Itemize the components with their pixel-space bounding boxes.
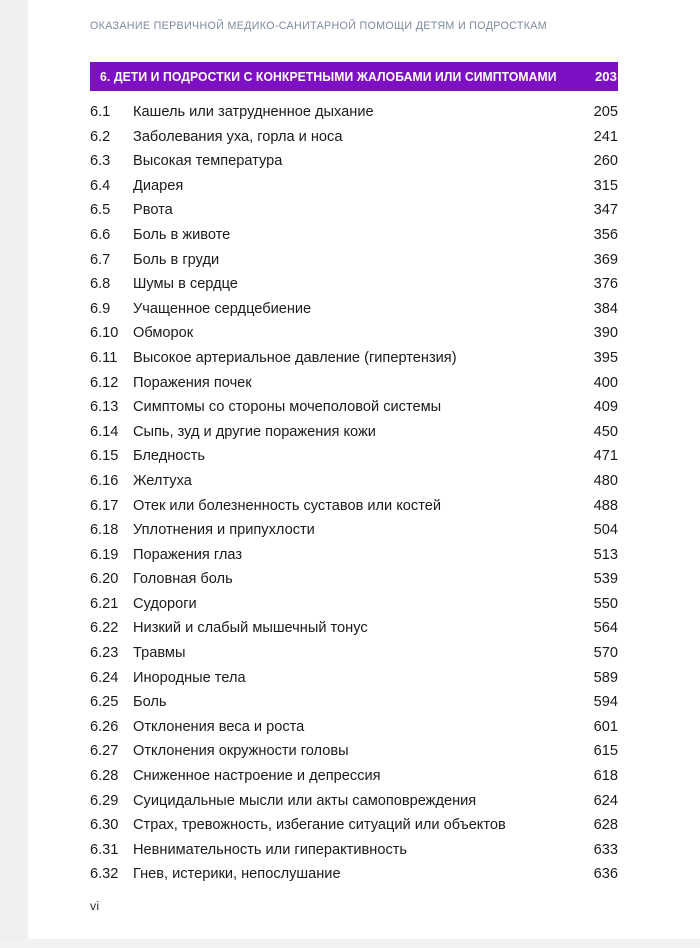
- toc-entry-page-number: 356: [593, 226, 618, 243]
- toc-row[interactable]: [90, 494, 618, 519]
- chapter-page-number: 203: [595, 69, 617, 84]
- toc-entry-label: Низкий и слабый мышечный тонус: [133, 620, 368, 637]
- toc-entry-page-number: 564: [593, 620, 618, 637]
- toc-row[interactable]: [90, 666, 618, 691]
- toc-entry-page-number: 409: [593, 399, 618, 416]
- toc-row[interactable]: [90, 272, 618, 297]
- toc-entry-page-number: 450: [593, 423, 618, 440]
- toc-row[interactable]: [90, 125, 618, 150]
- toc-entry-label: Боль в животе: [133, 226, 231, 243]
- toc-entry-label: Боль: [133, 694, 167, 711]
- toc-entry-number: 6.7: [90, 251, 111, 268]
- toc-entry-number: 6.19: [90, 546, 119, 563]
- toc-entry-page-number: 480: [593, 472, 618, 489]
- toc-entry-number: 6.5: [90, 202, 111, 219]
- toc-entry-label: Страх, тревожность, избегание ситуаций или объектов: [133, 817, 506, 834]
- toc-entry-page-number: 471: [593, 448, 618, 465]
- page-gutter-bottom: [0, 939, 700, 948]
- toc-entry-number: 6.17: [90, 497, 119, 514]
- toc-row[interactable]: [90, 862, 618, 887]
- toc-entry-number: 6.11: [90, 349, 118, 366]
- toc-entry-label: Боль в груди: [133, 251, 220, 268]
- toc-row[interactable]: [90, 248, 618, 273]
- toc-entry-label: Отек или болезненность суставов или костей: [133, 497, 442, 514]
- running-header: ОКАЗАНИЕ ПЕРВИЧНОЙ МЕДИКО-САНИТАРНОЙ ПОМОЩИ ДЕТЯМ И ПОДРОСТКАМ: [90, 20, 547, 32]
- toc-entry-page-number: 395: [593, 349, 618, 366]
- toc-entry-label: Невнимательность или гиперактивность: [133, 841, 408, 858]
- toc-entry-page-number: 513: [593, 546, 618, 563]
- toc-row[interactable]: [90, 100, 618, 125]
- toc-row[interactable]: [90, 838, 618, 863]
- toc-entry-number: 6.22: [90, 620, 119, 637]
- toc-row[interactable]: [90, 223, 618, 248]
- toc-row[interactable]: [90, 616, 618, 641]
- toc-entry-label: Травмы: [133, 645, 186, 662]
- toc-entry-number: 6.8: [90, 276, 111, 293]
- toc-entry-number: 6.14: [90, 423, 119, 440]
- toc-entry-number: 6.23: [90, 645, 119, 662]
- toc-row[interactable]: [90, 518, 618, 543]
- toc-row[interactable]: [90, 641, 618, 666]
- toc-row[interactable]: [90, 764, 618, 789]
- toc-entry-number: 6.2: [90, 128, 111, 145]
- toc-entry-number: 6.21: [90, 595, 119, 612]
- toc-entry-page-number: 390: [593, 325, 618, 342]
- toc-entry-label: Обморок: [133, 325, 194, 342]
- toc-entry-label: Высокая температура: [133, 153, 283, 170]
- toc-entry-label: Желтуха: [133, 472, 192, 489]
- toc-row[interactable]: [90, 198, 618, 223]
- toc-entry-label: Отклонения веса и роста: [133, 718, 305, 735]
- toc-entry-number: 6.31: [90, 841, 119, 858]
- toc-entry-page-number: 628: [593, 817, 618, 834]
- chapter-banner: [90, 62, 618, 91]
- toc-row[interactable]: [90, 444, 618, 469]
- toc-entry-number: 6.4: [90, 177, 111, 194]
- toc-entry-page-number: 400: [593, 374, 618, 391]
- toc-entry-page-number: 205: [593, 104, 618, 120]
- toc-entry-number: 6.13: [90, 399, 119, 416]
- toc-row[interactable]: [90, 321, 618, 346]
- toc-entry-page-number: 539: [593, 571, 618, 588]
- toc-row[interactable]: [90, 715, 618, 740]
- toc-entry-page-number: 241: [593, 128, 618, 145]
- toc-row[interactable]: [90, 469, 618, 494]
- toc-entry-page-number: 260: [593, 153, 618, 170]
- toc-entry-page-number: 594: [593, 694, 618, 711]
- toc-entry-number: 6.1: [90, 104, 111, 120]
- toc-entry-page-number: 633: [593, 841, 618, 858]
- page-folio: vi: [90, 899, 100, 913]
- toc-entry-number: 6.24: [90, 669, 119, 686]
- toc-entry-label: Сниженное настроение и депрессия: [133, 768, 381, 785]
- toc-entry-number: 6.9: [90, 300, 111, 317]
- toc-entry-label: Учащенное сердцебиение: [133, 300, 312, 317]
- toc-entry-number: 6.6: [90, 226, 111, 243]
- toc-entry-label: Диарея: [133, 177, 184, 194]
- toc-row[interactable]: [90, 690, 618, 715]
- toc-entry-number: 6.3: [90, 153, 111, 170]
- toc-entry-label: Симптомы со стороны мочеполовой системы: [133, 399, 442, 416]
- toc-entry-label: Уплотнения и припухлости: [133, 522, 315, 539]
- toc-entry-label: Рвота: [133, 202, 173, 219]
- toc-entry-label: Бледность: [133, 448, 205, 465]
- toc-row[interactable]: [90, 371, 618, 396]
- toc-entry-label: Сыпь, зуд и другие поражения кожи: [133, 423, 376, 440]
- toc-row[interactable]: [90, 346, 618, 371]
- toc-entry-page-number: 504: [593, 522, 618, 539]
- toc-entry-label: Заболевания уха, горла и носа: [133, 128, 343, 145]
- toc-entry-page-number: 570: [593, 645, 618, 662]
- toc-entry-page-number: 618: [593, 768, 618, 785]
- toc-entry-number: 6.26: [90, 718, 119, 735]
- toc-entry-number: 6.20: [90, 571, 119, 588]
- toc-row[interactable]: [90, 813, 618, 838]
- toc-entry-label: Суицидальные мысли или акты самоповреждения: [133, 792, 477, 809]
- toc-entry-label: Поражения почек: [133, 374, 252, 391]
- toc-row[interactable]: [90, 174, 618, 199]
- toc-entry-label: Инородные тела: [133, 669, 246, 686]
- toc-entry-label: Гнев, истерики, непослушание: [133, 866, 341, 883]
- toc-entry-number: 6.15: [90, 448, 119, 465]
- toc-entry-label: Поражения глаз: [133, 546, 243, 563]
- toc-row[interactable]: [90, 739, 618, 764]
- toc-entry-page-number: 488: [593, 497, 618, 514]
- toc-entry-label: Головная боль: [133, 571, 233, 588]
- toc-row[interactable]: [90, 149, 618, 174]
- toc-entry-label: Высокое артериальное давление (гипертензия): [133, 349, 457, 366]
- toc-row[interactable]: [90, 789, 618, 814]
- toc-entry-number: 6.32: [90, 866, 119, 883]
- page-gutter-left: [0, 0, 28, 948]
- toc-entry-label: Отклонения окружности головы: [133, 743, 349, 760]
- toc-row[interactable]: [90, 420, 618, 445]
- toc-row[interactable]: [90, 395, 618, 420]
- toc-row[interactable]: [90, 543, 618, 568]
- toc-entry-page-number: 376: [593, 276, 618, 293]
- toc-entry-page-number: 624: [593, 792, 618, 809]
- toc-entry-page-number: 369: [593, 251, 618, 268]
- toc-entry-page-number: 347: [593, 202, 618, 219]
- toc-list: [90, 100, 618, 887]
- toc-row[interactable]: [90, 592, 618, 617]
- toc-entry-page-number: 601: [593, 718, 618, 735]
- chapter-title: 6. ДЕТИ И ПОДРОСТКИ С КОНКРЕТНЫМИ ЖАЛОБАМИ ИЛИ СИМПТОМАМИ: [100, 69, 557, 84]
- toc-entry-label: Судороги: [133, 595, 197, 612]
- toc-entry-number: 6.10: [90, 325, 119, 342]
- toc-entry-number: 6.18: [90, 522, 119, 539]
- toc-entry-number: 6.16: [90, 472, 119, 489]
- toc-entry-page-number: 615: [593, 743, 618, 760]
- toc-entry-number: 6.29: [90, 792, 119, 809]
- toc-entry-number: 6.28: [90, 768, 119, 785]
- toc-entry-page-number: 315: [593, 177, 618, 194]
- toc-row[interactable]: [90, 297, 618, 322]
- toc-entry-number: 6.27: [90, 743, 119, 760]
- toc-entry-page-number: 550: [593, 595, 618, 612]
- toc-entry-number: 6.12: [90, 374, 119, 391]
- toc-entry-page-number: 384: [593, 300, 618, 317]
- toc-row[interactable]: [90, 567, 618, 592]
- toc-entry-number: 6.25: [90, 694, 119, 711]
- toc-entry-page-number: 636: [593, 866, 618, 883]
- toc-entry-number: 6.30: [90, 817, 119, 834]
- toc-entry-label: Шумы в сердце: [133, 276, 238, 293]
- toc-entry-label: Кашель или затрудненное дыхание: [133, 104, 374, 120]
- toc-entry-page-number: 589: [593, 669, 618, 686]
